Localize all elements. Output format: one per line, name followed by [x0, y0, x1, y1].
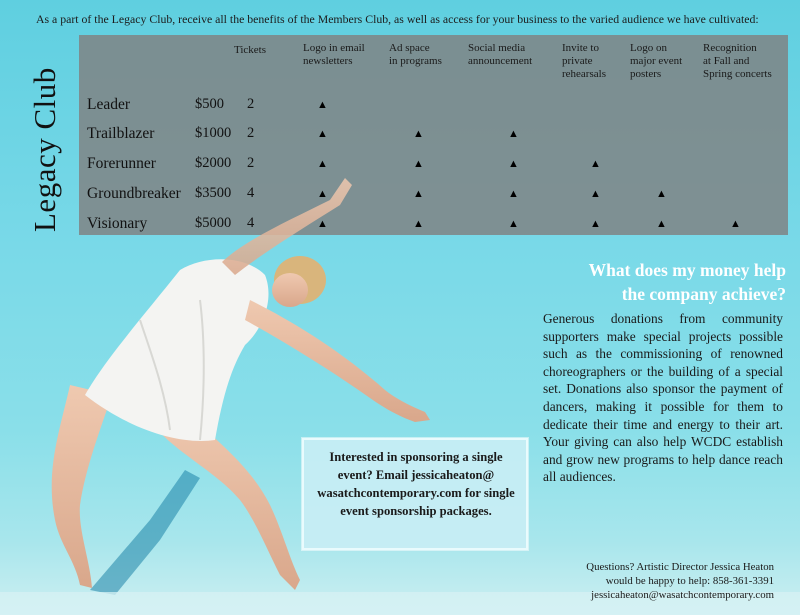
tier-price: $1000: [195, 125, 232, 141]
benefit-mark: ▲: [590, 158, 601, 170]
header-recognition: Recognition at Fall and Spring concerts: [703, 42, 772, 80]
header-logo-posters: Logo on major event posters: [630, 42, 683, 80]
contact-line-2: would be happy to help: 858-361-3391: [605, 575, 774, 587]
benefit-mark: ▲: [508, 188, 519, 200]
benefit-mark: ▲: [413, 188, 424, 200]
tier-price: $5000: [195, 215, 232, 231]
benefit-mark: ▲: [508, 218, 519, 230]
tier-name: Visionary: [87, 215, 148, 232]
tier-name: Forerunner: [87, 155, 156, 172]
header-invite-rehearsals: Invite to private rehearsals: [562, 42, 606, 80]
tier-price: $2000: [195, 155, 232, 171]
tier-name: Leader: [87, 96, 131, 113]
header-ad-space: Ad space in programs: [389, 42, 442, 67]
benefit-mark: ▲: [413, 218, 424, 230]
tier-tickets: 2: [247, 96, 255, 112]
benefit-mark: ▲: [730, 218, 741, 230]
header-tickets: Tickets: [234, 44, 266, 56]
tier-name: Trailblazer: [87, 125, 155, 142]
benefit-mark: ▲: [590, 218, 601, 230]
benefit-mark: ▲: [317, 158, 328, 170]
intro-text: As a part of the Legacy Club, receive all the benefits of the Members Club, as well as access for your business to the varied audience we have cultivated:: [36, 12, 759, 26]
benefit-mark: ▲: [508, 158, 519, 170]
money-heading: What does my money help the company achieve?: [588, 260, 786, 304]
tier-tickets: 2: [247, 125, 255, 141]
tier-price: $3500: [195, 185, 232, 201]
club-title: Legacy Club: [27, 67, 62, 232]
header-logo-email: Logo in email newsletters: [303, 42, 365, 67]
benefit-mark: ▲: [317, 218, 328, 230]
tier-name: Groundbreaker: [87, 185, 181, 202]
benefit-mark: ▲: [508, 128, 519, 140]
tier-tickets: 4: [247, 215, 255, 231]
benefit-mark: ▲: [317, 128, 328, 140]
benefit-mark: ▲: [413, 158, 424, 170]
sponsor-callout: [302, 438, 528, 550]
tier-price: $500: [195, 96, 224, 112]
benefit-mark: ▲: [413, 128, 424, 140]
money-body-text: Generous donations from community supporters make special projects possible such as the commissioning of renowned choreographers or the building of a special set. Donations also sponsor the payment of dancers, making it possible for them to dedicate their time and energy to their art. Your giving can also help WCDC establish and grow new programs to help dance reach all audiences.: [543, 311, 783, 485]
header-social-media: Social media announcement: [468, 42, 533, 67]
contact-email[interactable]: jessicaheaton@wasatchcontemporary.com: [591, 589, 774, 601]
sponsor-text: Interested in sponsoring a single event? Email jessicaheaton@ wasatchcontemporary.com for single event sponsorship packages.: [317, 450, 515, 518]
tier-tickets: 4: [247, 185, 255, 201]
benefit-mark: ▲: [317, 99, 328, 111]
contact-line-1: Questions? Artistic Director Jessica Heaton: [586, 561, 774, 573]
benefit-mark: ▲: [656, 188, 667, 200]
benefit-mark: ▲: [590, 188, 601, 200]
benefit-mark: ▲: [317, 188, 328, 200]
benefit-mark: ▲: [656, 218, 667, 230]
tier-tickets: 2: [247, 155, 255, 171]
